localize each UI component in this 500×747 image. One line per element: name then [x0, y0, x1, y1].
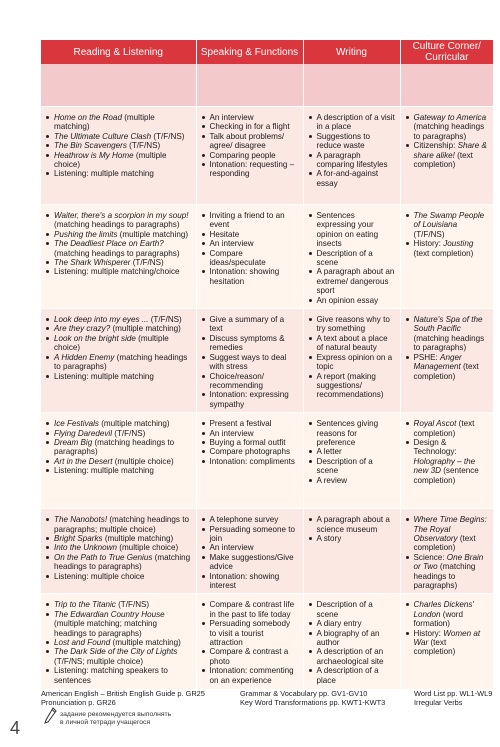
list-item: Intonation: showing interest: [201, 572, 299, 591]
list-item: A story: [308, 534, 396, 543]
list-item: Give a summary of a text: [201, 315, 299, 334]
strip-cell: [400, 64, 493, 107]
bullet-list: [45, 113, 192, 179]
list-item: Look on the bright side (multiple choice): [45, 334, 192, 353]
list-item: An interview: [201, 113, 299, 122]
list-item: A report (making suggestions/ recommendations): [308, 372, 396, 400]
list-item: Listening: multiple matching/choice: [45, 267, 192, 276]
list-item: A paragraph about a science museum: [308, 515, 396, 534]
strip-cell: [196, 64, 303, 107]
list-item: Compare & contrast a photo: [201, 647, 299, 666]
page-number: 4: [10, 718, 21, 738]
cell-writing: [303, 509, 400, 594]
list-item: Intonation: compliments: [201, 457, 299, 466]
list-item: Into the Unknown (multiple choice): [45, 543, 192, 552]
bullet-list: [45, 419, 192, 475]
list-item: Compare ideas/speculate: [201, 249, 299, 268]
bullet-list: [405, 515, 490, 590]
bullet-list: [405, 315, 490, 381]
table-row: [41, 205, 493, 309]
list-item: Buying a formal outfit: [201, 438, 299, 447]
list-item: A telephone survey: [201, 515, 299, 524]
footer-irregular-verbs-link: Irregular Verbs: [414, 698, 463, 707]
bullet-list: [308, 113, 396, 188]
list-item: Suggestions to reduce waste: [308, 132, 396, 151]
list-item: Listening: multiple matching: [45, 372, 192, 381]
list-item: Listening: multiple choice: [45, 572, 192, 581]
note-line-1: задание рекомендуется выполнять: [60, 711, 172, 718]
bullet-list: [201, 211, 299, 286]
list-item: Citizenship: Share & share alike! (text completion): [405, 141, 490, 169]
header-writing: Writing: [303, 40, 400, 64]
list-item: Listening: multiple matching: [45, 169, 192, 178]
list-item: Gateway to America (matching headings to paragraphs): [405, 113, 490, 141]
bullet-list: [308, 600, 396, 685]
list-item: The Ultimate Culture Clash (T/F/NS): [45, 132, 192, 141]
bullet-list: [201, 419, 299, 466]
syllabus-table: [41, 40, 493, 690]
list-item: A biography of an author: [308, 629, 396, 648]
table-row: [41, 107, 493, 205]
list-item: An interview: [201, 239, 299, 248]
list-item: Royal Ascot (text completion): [405, 419, 490, 438]
strip-cell: [303, 64, 400, 107]
footer-grammar-link: Grammar & Vocabulary pp. GV1-GV10: [240, 689, 368, 698]
list-item: Present a festival: [201, 419, 299, 428]
list-item: A review: [308, 476, 396, 485]
list-item: Ice Festivals (multiple matching): [45, 419, 192, 428]
list-item: Compare & contrast life in the past to life today: [201, 600, 299, 619]
bullet-list: [308, 315, 396, 400]
bullet-list: [308, 419, 396, 485]
list-item: Heathrow is My Home (multiple choice): [45, 151, 192, 170]
bullet-list: [45, 515, 192, 581]
list-item: The Shark Whisperer (T/F/NS): [45, 258, 192, 267]
list-item: Waiter, there's a scorpion in my soup! (matching headings to paragraphs): [45, 211, 192, 230]
cell-speaking: [196, 509, 303, 594]
cell-reading: [41, 107, 196, 205]
cell-reading: [41, 594, 196, 690]
list-item: Pushing the limits (multiple matching): [45, 230, 192, 239]
list-item: A description of an archaeological site: [308, 647, 396, 666]
bullet-list: [405, 113, 490, 169]
bullet-list: [201, 315, 299, 409]
cell-writing: [303, 107, 400, 205]
list-item: Listening: multiple matching: [45, 466, 192, 475]
list-item: Listening: matching speakers to sentences: [45, 666, 192, 685]
cell-speaking: [196, 205, 303, 309]
header-row: [41, 40, 493, 64]
header-culture-corner: Culture Corner/ Curricular: [400, 40, 493, 64]
footer-pronunciation-link: Pronunciation p. GR26: [41, 698, 116, 707]
cell-writing: [303, 594, 400, 690]
cell-culture: [400, 413, 493, 509]
list-item: Are they crazy? (multiple matching): [45, 324, 192, 333]
cell-speaking: [196, 107, 303, 205]
list-item: Nature's Spa of the South Pacific (matching headings to paragraphs): [405, 315, 490, 353]
cell-writing: [303, 413, 400, 509]
list-item: Talk about problems/ agree/ disagree: [201, 132, 299, 151]
list-item: Checking in for a flight: [201, 122, 299, 131]
list-item: The Swamp People of Louisiana (T/F/NS): [405, 211, 490, 239]
list-item: An opinion essay: [308, 296, 396, 305]
cell-culture: [400, 594, 493, 690]
list-item: Compare photographs: [201, 447, 299, 456]
cell-culture: [400, 309, 493, 413]
cell-culture: [400, 205, 493, 309]
list-item: PSHE: Anger Management (text completion): [405, 353, 490, 381]
list-item: Intonation: expressing sympathy: [201, 390, 299, 409]
cell-writing: [303, 205, 400, 309]
workbook-note: [60, 711, 171, 727]
bullet-list: [405, 419, 490, 485]
list-item: A diary entry: [308, 619, 396, 628]
module-title-strip: [41, 64, 493, 107]
bullet-list: [201, 600, 299, 685]
bullet-list: [405, 600, 490, 656]
list-item: A text about a place of natural beauty: [308, 334, 396, 353]
bullet-list: [308, 211, 396, 305]
list-item: Lost and Found (multiple matching): [45, 638, 192, 647]
list-item: The Deadliest Place on Earth? (matching headings to paragraphs): [45, 239, 192, 258]
cell-culture: [400, 509, 493, 594]
footer-kwt-link: Key Word Transformations pp. KWT1-KWT3: [240, 698, 386, 707]
list-item: Persuading someone to join: [201, 525, 299, 544]
list-item: Intonation: commenting on an experience: [201, 666, 299, 685]
bullet-list: [201, 113, 299, 179]
list-item: Flying Daredevil (T/F/NS): [45, 429, 192, 438]
list-item: A paragraph about an extreme/ dangerous sport: [308, 267, 396, 295]
list-item: Description of a scene: [308, 600, 396, 619]
list-item: Art in the Desert (multiple choice): [45, 457, 192, 466]
footer-grammar: [240, 689, 385, 707]
list-item: Design & Technology: Holography – the new 3D (sentence completion): [405, 438, 490, 485]
list-item: Suggest ways to deal with stress: [201, 353, 299, 372]
list-item: Where Time Begins: The Royal Observatory (text completion): [405, 515, 490, 553]
cell-reading: [41, 205, 196, 309]
cell-speaking: [196, 594, 303, 690]
list-item: A Hidden Enemy (matching headings to paragraphs): [45, 353, 192, 372]
cell-culture: [400, 107, 493, 205]
list-item: Hesitate: [201, 230, 299, 239]
bullet-list: [45, 315, 192, 381]
list-item: The Bin Scavengers (T/F/NS): [45, 141, 192, 150]
note-line-2: в личной тетради учащегося: [60, 719, 151, 726]
footer-wordlist: [414, 689, 492, 707]
list-item: Express opinion on a topic: [308, 353, 396, 372]
footer-guide-link: American English – British English Guide p. GR25: [41, 689, 205, 698]
header-reading-listening: Reading & Listening: [41, 40, 196, 64]
list-item: A letter: [308, 447, 396, 456]
list-item: Description of a scene: [308, 457, 396, 476]
table-row: [41, 413, 493, 509]
cell-reading: [41, 509, 196, 594]
list-item: Home on the Road (multiple matching): [45, 113, 192, 132]
list-item: An interview: [201, 543, 299, 552]
table-row: [41, 309, 493, 413]
cell-writing: [303, 309, 400, 413]
list-item: The Dark Side of the City of Lights (T/F/NS; multiple choice): [45, 647, 192, 666]
cell-reading: [41, 309, 196, 413]
list-item: History: Jousting (text completion): [405, 239, 490, 258]
bullet-list: [308, 515, 396, 543]
list-item: On the Path to True Genius (matching headings to paragraphs): [45, 553, 192, 572]
pencil-icon: [43, 707, 57, 725]
bullet-list: [405, 211, 490, 258]
list-item: Intonation: requesting – responding: [201, 160, 299, 179]
list-item: A for-and-against essay: [308, 169, 396, 188]
list-item: Trip to the Titanic (T/F/NS): [45, 600, 192, 609]
list-item: Choice/reason/ recommending: [201, 372, 299, 391]
list-item: Description of a scene: [308, 249, 396, 268]
list-item: The Edwardian Country House (multiple matching; matching headings to paragraphs): [45, 610, 192, 638]
strip-cell: [41, 64, 196, 107]
list-item: Sentences giving reasons for preference: [308, 419, 396, 447]
list-item: Sentences expressing your opinion on eating insects: [308, 211, 396, 249]
list-item: Inviting a friend to an event: [201, 211, 299, 230]
cell-speaking: [196, 413, 303, 509]
header-speaking-functions: Speaking & Functions: [196, 40, 303, 64]
list-item: Give reasons why to try something: [308, 315, 396, 334]
table-row: [41, 594, 493, 690]
list-item: A description of a place: [308, 666, 396, 685]
footer-guides: [41, 689, 205, 707]
list-item: Bright Sparks (multiple matching): [45, 534, 192, 543]
list-item: Look deep into my eyes ... (T/F/NS): [45, 315, 192, 324]
list-item: Persuading somebody to visit a tourist attraction: [201, 619, 299, 647]
list-item: History: Women at War (text completion): [405, 629, 490, 657]
list-item: Make suggestions/Give advice: [201, 553, 299, 572]
list-item: A paragraph comparing lifestyles: [308, 151, 396, 170]
footer-wordlist-link: Word List pp. WL1-WL9: [414, 689, 493, 698]
table-row: [41, 509, 493, 594]
cell-reading: [41, 413, 196, 509]
list-item: A description of a visit in a place: [308, 113, 396, 132]
list-item: Discuss symptoms & remedies: [201, 334, 299, 353]
list-item: Science: One Brain or Two (matching headings to paragraphs): [405, 553, 490, 591]
list-item: Comparing people: [201, 151, 299, 160]
cell-speaking: [196, 309, 303, 413]
bullet-list: [45, 600, 192, 685]
bullet-list: [201, 515, 299, 590]
list-item: Charles Dickens' London (word formation): [405, 600, 490, 628]
list-item: An interview: [201, 429, 299, 438]
list-item: Intonation: showing hesitation: [201, 267, 299, 286]
bullet-list: [45, 211, 192, 277]
list-item: The Nanobots! (matching headings to paragraphs; multiple choice): [45, 515, 192, 534]
list-item: Dream Big (matching headings to paragraphs): [45, 438, 192, 457]
